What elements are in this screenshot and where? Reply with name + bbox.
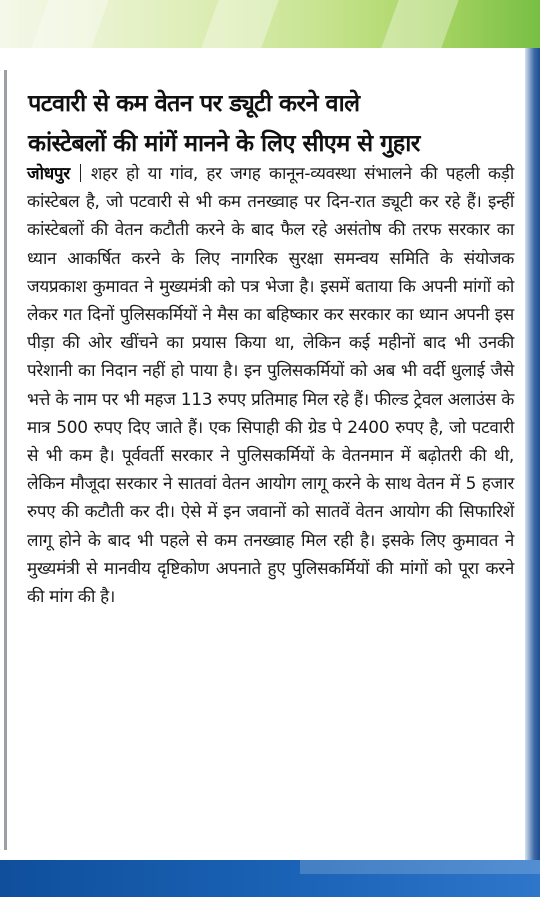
- dateline-separator: [80, 164, 81, 182]
- headline-line-2: कांस्टेबलों की मांगें मानने के लिए सीएम से गुहार: [28, 129, 420, 157]
- band-highlight: [300, 860, 540, 874]
- right-edge-border: [525, 48, 540, 860]
- article-body-text: शहर हो या गांव, हर जगह कानून-व्यवस्था संभालने की पहली कड़ी कांस्टेबल है, जो पटवारी से भी कम तनख्वाह पर दिन-रात ड्यूटी कर रहे हैं। इन्हीं कांस्टेबलों की वेतन कटौती करने के बाद फैल रहे असंतोष की तरफ सरकार का ध्यान आकर्षित करने के लिए नागरिक सुरक्षा समन्वय समिति के संयोजक जयप्रकाश कुमावत ने मुख्यमंत्री को पत्र भेजा है। इसमें बताया कि अपनी मांगों को लेकर गत दिनों पुलिसकर्मियों ने मैस का बहिष्कार कर सरकार का ध्यान अपनी इस पीड़ा की ओर खींचने का प्रयास किया था, लेकिन कई महीनों बाद भी उनकी परेशानी का निदान नहीं हो पाया है। इन पुलिसकर्मियों को अब भी वर्दी धुलाई जैसे भत्ते के नाम पर भी महज 113 रुपए प्रतिमाह मिल रहे हैं। फील्ड ट्रेवल अलाउंस के मात्र 500 रुपए दिए जाते हैं। एक सिपाही की ग्रेड पे 2400 रुपए है, जो पटवारी से भी कम है। पूर्ववर्ती सरकार ने पुलिसकर्मियों के वेतनमान में बढ़ोतरी की थी, लेकिन मौजूदा सरकार ने सातवां वेतन आयोग लागू करने के साथ वेतन में 5 हजार रुपए की कटौती कर दी। ऐसे में इन जवानों को सातवें वेतन आयोग की सिफारिशें लागू होने के बाद भी पहले से कम तनख्वाह मिल रही है। इसके लिए कुमावत ने मुख्यमंत्री से मानवीय दृष्टिकोण अपनाते हुए पुलिसकर्मियों की मांगों को पूरा करने की मांग की है।: [27, 164, 514, 608]
- column-rule: [4, 70, 7, 850]
- strip-highlight: [201, 0, 278, 48]
- bottom-blue-band: [0, 860, 540, 897]
- article-headline: [28, 83, 523, 163]
- dateline: जोधपुर: [27, 164, 70, 184]
- article-body: [27, 160, 514, 611]
- strip-highlight: [381, 0, 458, 48]
- top-green-strip: [0, 0, 540, 48]
- strip-highlight: [31, 0, 108, 48]
- headline-line-1: पटवारी से कम वेतन पर ड्यूटी करने वाले: [28, 89, 360, 117]
